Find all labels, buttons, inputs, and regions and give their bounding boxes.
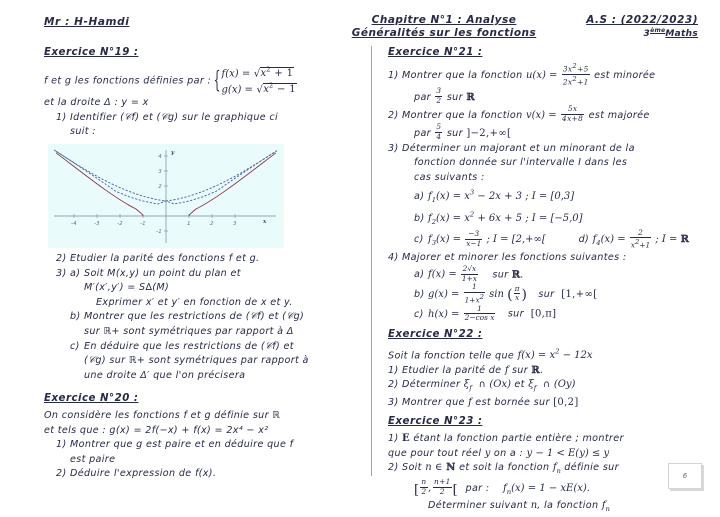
svg-text:-1: -1: [156, 229, 162, 236]
q3c-text: En déduire que les restrictions de (𝒞f) et: [84, 340, 294, 352]
exercise-21-q2: [388, 106, 700, 124]
ex21-q2-text: Montrer que la fonction v(x) = $\frac{5x}{4x+8}$ est majorée: [402, 104, 650, 123]
exercise-19-q3c: [44, 340, 362, 355]
q4-item-a-letter: a): [414, 269, 425, 281]
x-axis-label: x: [263, 219, 267, 226]
exercise-19-q1-cont: suit :: [70, 126, 96, 138]
ex20-q2-text: Déduire l'expression de f(x).: [70, 468, 217, 480]
exercise-23-q1: [388, 432, 700, 447]
svg-text:-1: -1: [140, 221, 146, 228]
ex21-q1-text: Montrer que la fonction u(x) = $\frac{3x^2+5}{2x^2+1}$ est minorée: [402, 62, 656, 87]
exercise-21-q1-cont: par $\frac{3}{2}$ sur ℝ: [414, 86, 475, 105]
class-name: Maths: [665, 29, 698, 39]
exercise-21-q2-cont: par $\frac{5}{4}$ sur ]−2,+∞[: [414, 122, 512, 141]
exercise-23-q2-cont: Déterminer suivant n, la fonction $f_n$: [428, 500, 610, 514]
exercise-21-q3-item-a: [388, 185, 700, 207]
exercise-22-q3: [388, 396, 700, 411]
svg-text:3: 3: [158, 169, 162, 176]
graph-svg: [48, 144, 284, 248]
item-b-letter: b): [414, 212, 425, 224]
teacher-name: Mr : H-Hamdi: [44, 16, 130, 28]
y-axis-label: y: [171, 150, 175, 157]
exercise-21-q4-item-b: [388, 284, 700, 305]
svg-text:4: 4: [158, 154, 162, 161]
ex20-q1-text: Montrer que g est paire et en déduire que f: [70, 439, 294, 451]
exercise-20-q1: [44, 438, 362, 453]
q4-item-b-text: g(x) = $\frac{1}{1+x^2}$ sin ( $\frac{\pi}{x}$ ): [428, 282, 527, 305]
exercise-20-title: Exercice N°20 :: [44, 393, 139, 405]
q2-text: Etudier la parité des fonctions f et g.: [70, 253, 260, 265]
left-column: [44, 46, 362, 482]
exercise-19-intro: [44, 64, 362, 97]
q4-item-a-text: f(x) = $\frac{2√x}{1+x}$: [428, 264, 477, 283]
exercise-21-q3-item-b: [388, 207, 700, 229]
ex20-q1-number: 1): [56, 439, 67, 451]
q2-number: 2): [56, 253, 67, 265]
q4-item-c-text: h(x) = $\frac{1}{\text{2−cos x}}$: [428, 303, 495, 323]
item-a-letter: a): [414, 190, 425, 202]
ex22-q1-number: 1): [388, 364, 399, 376]
exercise-19-q3a-3: Exprimer x′ et y′ en fonction de x et y.: [96, 296, 293, 308]
ex21-q3-text: Déterminer un majorant et un minorant de la: [402, 142, 635, 154]
class-ordinal: ème: [650, 27, 666, 34]
ex22-q3-text: Montrer que f est bornée sur [0,2]: [402, 396, 579, 408]
exercise-21-q3-line3: cas suivants :: [414, 171, 485, 183]
item-b-text: $f_2(x) = x^2 + 6x + 5$ ; I = [−5,0]: [428, 210, 583, 226]
item-c-letter: c): [414, 234, 424, 246]
item-d-text: $f_4(x)$ = $\frac{2}{x^2+1}$ ; I = ℝ: [592, 227, 689, 250]
page-number-badge: 6: [668, 463, 702, 489]
q4-item-a-domain: sur ℝ.: [492, 269, 524, 281]
ex22-q2-number: 2): [388, 379, 399, 391]
q1-text: Identifier (𝒞f) et (𝒞g) sur le graphique ci: [70, 111, 279, 123]
svg-text:2: 2: [210, 221, 214, 228]
q1-number: 1): [56, 111, 67, 123]
exercise-19-intro-text: f et g les fonctions définies par :: [44, 74, 212, 86]
exercise-21-q4-item-c: [388, 305, 700, 323]
q3a-letter: a): [70, 267, 81, 279]
ex23-q1-text: E étant la fonction partie entière ; montrer: [402, 432, 624, 444]
svg-text:-2: -2: [117, 221, 123, 228]
q4-item-c-letter: c): [414, 308, 424, 320]
right-column: [388, 46, 700, 517]
exercise-21-q3-item-cd: [388, 229, 700, 251]
ex22-q3-number: 3): [388, 396, 399, 408]
exercise-19-delta-line: et la droite Δ : y = x: [44, 97, 149, 109]
svg-text:1: 1: [187, 221, 191, 228]
q4-item-b-domain: sur [1,+∞[: [538, 288, 598, 300]
column-divider: [371, 46, 372, 476]
q4-item-b-letter: b): [414, 288, 425, 300]
item-c-text: $f_3(x)$ = $\frac{-3}{x-1}$ ; I = [2,+∞[: [428, 229, 546, 248]
svg-text:-4: -4: [71, 221, 77, 228]
exercise-21-q4: [388, 251, 700, 266]
exercise-22-q1: [388, 364, 700, 379]
exercise-19-q2: [44, 252, 362, 267]
exercise-19-q3b-2: sur ℝ+ sont symétriques par rapport à Δ: [84, 326, 294, 337]
ex23-q1-number: 1): [388, 432, 399, 444]
ex22-q1-text: Etudier la parité de f sur ℝ.: [402, 364, 544, 376]
class-level: [586, 27, 698, 39]
exercise-19-title: Exercice N°19 :: [44, 47, 139, 58]
exercise-19-q3c-2: (𝒞g) sur ℝ+ sont symétriques par rapport à: [84, 355, 309, 367]
exercise-21-q3: [388, 142, 700, 157]
exercise-20-intro-1: On considère les fonctions f et g définie sur ℝ: [44, 409, 281, 421]
exercise-20-q2: [44, 467, 362, 482]
exercise-20-intro-2: et tels que : g(x) = 2f(−x) + f(x) = 2x⁴ − x²: [44, 424, 269, 436]
ex21-q3-number: 3): [388, 142, 399, 154]
exercise-19-q3c-3: une droite Δ′ que l'on précisera: [84, 369, 246, 381]
exercise-21-q1: [388, 63, 700, 88]
school-year: A.S : (2022/2023): [586, 14, 698, 26]
exercise-22-q2: [388, 378, 700, 396]
q3-number: 3): [56, 267, 67, 279]
exercise-22-title: Exercice N°22 :: [388, 329, 483, 341]
exercise-19-q3: [44, 267, 362, 282]
q3b-text: Montrer que les restrictions de (𝒞f) et (𝒞g): [84, 311, 305, 323]
chapter-line-1: Chapitre N°1 : Analyse: [371, 14, 517, 26]
function-graph: [48, 144, 284, 248]
q3c-letter: c): [70, 340, 80, 352]
q3b-letter: b): [70, 311, 81, 323]
q4-item-c-domain: sur [0,π]: [507, 308, 557, 320]
ex21-q4-number: 4): [388, 251, 399, 263]
exercise-23-title: Exercice N°23 :: [388, 416, 483, 428]
svg-text:3: 3: [233, 221, 237, 228]
ex21-q1-number: 1): [388, 70, 399, 82]
chapter-line-2: Généralités sur les fonctions: [351, 27, 537, 39]
ex23-q2-number: 2): [388, 462, 399, 474]
exercise-23-q1-cont: que pour tout réel y on a : y − 1 < E(y) ≤ y: [388, 447, 610, 459]
ex21-q4-text: Majorer et minorer les fonctions suivantes :: [402, 251, 627, 263]
exercise-22-intro: Soit la fonction telle que $f(x) = x^2 - 12x$: [388, 347, 593, 361]
school-year-block: [586, 14, 698, 39]
svg-text:-3: -3: [94, 221, 100, 228]
class-number: 3: [643, 29, 651, 39]
exercise-23-q2-interval: [ $\frac{n}{2}$ , $\frac{n+1}{2}$ [ par : $f_n(x) = 1 - xE(x)$.: [414, 477, 590, 498]
exercise-19-q3a-2: M′(x′,y′) = S∆(M): [84, 282, 170, 294]
system-brace: [215, 64, 298, 97]
item-d-letter: d): [578, 234, 590, 246]
ex21-q2-number: 2): [388, 109, 399, 121]
exercise-21-title: Exercice N°21 :: [388, 47, 483, 58]
function-f-definition: { $f(x) = √x^2 + 1$: [221, 65, 294, 79]
exercise-19-q3b: [44, 310, 362, 325]
exercise-20-q1-cont: est paire: [70, 453, 116, 465]
exercise-23-q2: [388, 461, 700, 479]
ex23-q2-text: Soit n ∈ ℕ et soit la fonction $f_n$ définie sur: [402, 462, 619, 476]
chapter-title: [314, 14, 574, 40]
exercise-21-q4-item-a: [388, 266, 700, 284]
ex20-q2-number: 2): [56, 468, 67, 480]
item-a-text: $f_1(x) = x^3 - 2x + 3$ ; I = [0,3]: [428, 188, 575, 204]
function-g-definition: $g(x) = √x^2 - 1$: [221, 81, 297, 96]
q3a-text: Soit M(x,y) un point du plan et: [84, 267, 241, 279]
svg-text:2: 2: [158, 184, 162, 191]
ex22-q2-text: Déterminer $\xi_f$ ∩ (Ox) et $\xi_f$ ∩ (Oy): [402, 379, 576, 393]
exercise-19-q1: [44, 111, 362, 126]
exercise-21-q3-line2: fonction donnée sur l'intervalle I dans les: [414, 157, 628, 169]
